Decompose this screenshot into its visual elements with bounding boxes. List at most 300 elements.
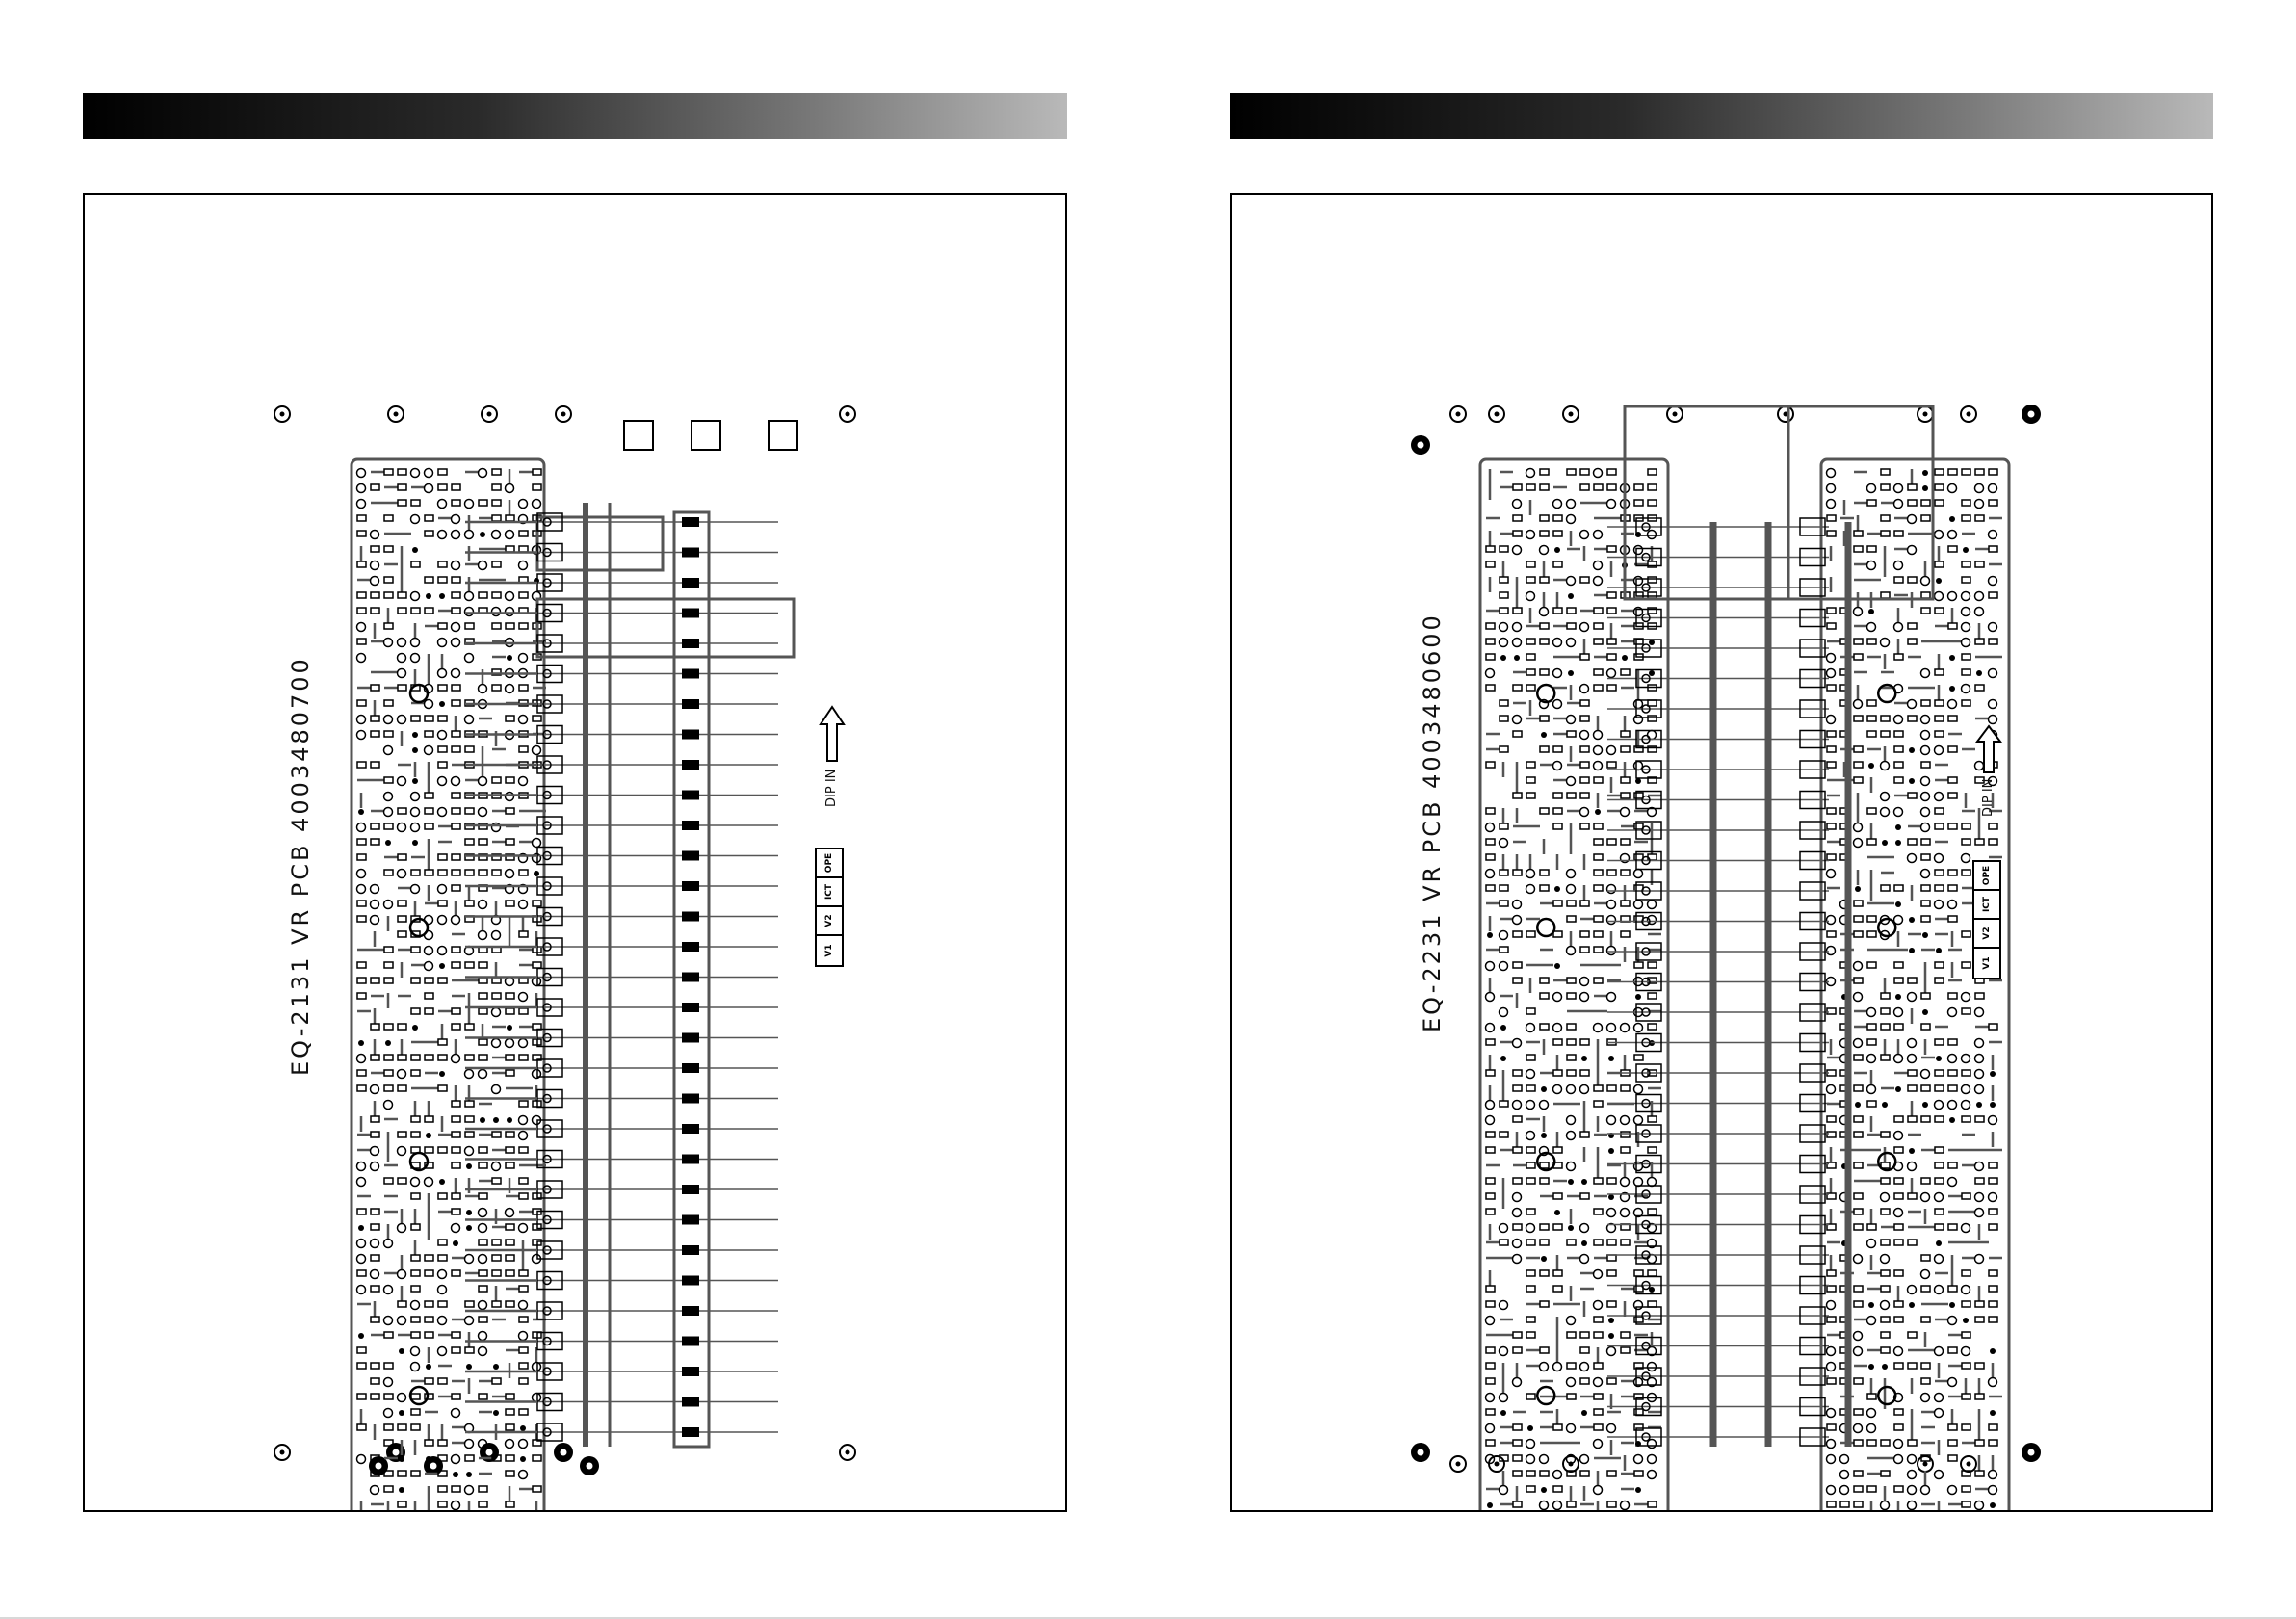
- smd-pad: [519, 1363, 528, 1369]
- smd-pad: [1962, 654, 1970, 660]
- smd-pad: [1486, 854, 1495, 860]
- smd-pad: [519, 1270, 528, 1276]
- via: [1908, 1162, 1917, 1171]
- via: [357, 1162, 366, 1171]
- smd-pad: [357, 839, 366, 845]
- smd-pad: [506, 1394, 514, 1399]
- via: [1962, 1286, 1970, 1294]
- smd-pad: [1921, 1255, 1930, 1261]
- smd-pad: [1580, 931, 1589, 937]
- smd-pad: [1594, 1240, 1603, 1245]
- smd-pad: [1553, 1039, 1562, 1045]
- smd-pad: [1486, 1178, 1495, 1184]
- via: [479, 1301, 487, 1310]
- slider-pad: [682, 881, 699, 891]
- smd-pad: [1881, 1471, 1890, 1476]
- via: [452, 515, 460, 524]
- smd-pad: [1962, 1332, 1970, 1338]
- smd-pad: [1989, 1270, 1997, 1276]
- smd-pad: [1908, 978, 1917, 983]
- smd-pad: [1921, 1116, 1930, 1122]
- smd-pad: [1500, 746, 1508, 752]
- via: [1487, 932, 1493, 938]
- via: [1921, 1070, 1930, 1079]
- via: [1567, 577, 1576, 586]
- via: [398, 1224, 406, 1233]
- smd-pad: [1648, 500, 1657, 506]
- smd-pad: [411, 870, 420, 875]
- via: [1541, 1487, 1547, 1493]
- smd-pad: [357, 608, 366, 614]
- via: [1881, 1301, 1890, 1310]
- via: [1487, 1502, 1493, 1508]
- via: [507, 655, 512, 661]
- smd-pad: [1827, 623, 1836, 629]
- via: [1854, 1255, 1863, 1264]
- smd-pad: [479, 1501, 487, 1507]
- smd-pad: [1526, 1085, 1535, 1091]
- via: [438, 1317, 447, 1325]
- smd-pad: [452, 500, 460, 506]
- smd-pad: [452, 577, 460, 583]
- smd-pad: [384, 700, 393, 706]
- via: [1500, 839, 1508, 848]
- via: [1908, 1486, 1917, 1495]
- smd-pad: [438, 1039, 447, 1045]
- smd-pad: [371, 1024, 379, 1030]
- smd-pad: [1486, 685, 1495, 691]
- via: [1921, 1394, 1930, 1402]
- slider-pad: [682, 760, 699, 770]
- smd-pad: [1513, 531, 1522, 536]
- smd-pad: [1580, 947, 1589, 953]
- via: [1909, 917, 1915, 923]
- via: [1948, 1317, 1957, 1325]
- via: [385, 840, 391, 846]
- via: [492, 1039, 501, 1048]
- smd-pad: [1989, 1178, 1997, 1184]
- via: [358, 809, 364, 815]
- via: [1854, 700, 1863, 709]
- smd-pad: [1526, 639, 1535, 644]
- smd-pad: [1580, 777, 1589, 783]
- via: [1568, 1225, 1574, 1231]
- smd-pad: [1935, 962, 1944, 968]
- via: [1895, 824, 1901, 830]
- smd-pad: [1580, 469, 1589, 475]
- via: [438, 731, 447, 740]
- via: [357, 885, 366, 894]
- smd-pad: [452, 823, 460, 829]
- mounting-hole: [587, 1463, 593, 1470]
- smd-pad: [1935, 823, 1944, 829]
- smd-pad: [1594, 639, 1603, 644]
- smd-pad: [465, 962, 474, 968]
- smd-pad: [1935, 1178, 1944, 1184]
- smd-pad: [452, 1486, 460, 1492]
- via: [371, 1270, 379, 1279]
- via: [1554, 547, 1560, 553]
- via: [1908, 854, 1917, 863]
- smd-pad: [479, 962, 487, 968]
- via: [519, 654, 528, 663]
- dip-switch-block: [1972, 860, 2001, 979]
- via: [411, 592, 420, 601]
- via: [358, 1040, 364, 1046]
- smd-pad: [1513, 1455, 1522, 1461]
- smd-pad: [1881, 885, 1890, 891]
- smd-pad: [1894, 1317, 1903, 1322]
- smd-pad: [1962, 839, 1970, 845]
- smd-pad: [1553, 515, 1562, 521]
- via: [1568, 1179, 1574, 1185]
- via: [1526, 885, 1535, 894]
- smd-pad: [398, 608, 406, 614]
- smd-pad: [1607, 1178, 1616, 1184]
- via: [1908, 1055, 1917, 1063]
- smd-pad: [1553, 1147, 1562, 1153]
- via: [492, 531, 501, 539]
- via: [1594, 1301, 1603, 1310]
- via: [1962, 993, 1970, 1002]
- slider-pad: [682, 1367, 699, 1376]
- via: [479, 901, 487, 909]
- via: [1486, 669, 1495, 678]
- smd-pad: [1854, 916, 1863, 922]
- smd-pad: [1648, 716, 1657, 721]
- via: [1894, 1440, 1903, 1449]
- via: [1990, 1348, 1996, 1354]
- smd-pad: [1553, 1224, 1562, 1230]
- smd-pad: [371, 1394, 379, 1399]
- via: [1540, 1101, 1549, 1110]
- smd-pad: [1500, 901, 1508, 906]
- via: [1486, 1116, 1495, 1125]
- smd-pad: [398, 1085, 406, 1091]
- smd-pad: [1962, 1501, 1970, 1507]
- via: [519, 1132, 528, 1140]
- smd-pad: [1567, 1240, 1576, 1245]
- smd-pad: [411, 1070, 420, 1076]
- smd-pad: [1567, 1363, 1576, 1369]
- smd-pad: [519, 685, 528, 691]
- via: [1553, 500, 1562, 509]
- smd-pad: [425, 1255, 433, 1261]
- via: [1827, 1455, 1836, 1464]
- smd-pad: [1827, 1501, 1836, 1507]
- smd-pad: [465, 746, 474, 752]
- smd-pad: [1513, 515, 1522, 521]
- smd-pad: [1935, 469, 1944, 475]
- smd-pad: [1948, 885, 1957, 891]
- via: [1526, 1224, 1535, 1233]
- smd-pad: [1580, 1070, 1589, 1076]
- smd-pad: [1500, 577, 1508, 583]
- smd-pad: [1894, 1240, 1903, 1245]
- smd-pad: [465, 1116, 474, 1122]
- smd-pad: [1500, 823, 1508, 829]
- smd-pad: [479, 1286, 487, 1292]
- smd-pad: [1621, 1347, 1630, 1353]
- smd-pad: [1854, 1162, 1863, 1168]
- smd-pad: [1594, 978, 1603, 983]
- smd-pad: [1526, 669, 1535, 675]
- via: [357, 823, 366, 832]
- smd-pad: [1989, 1424, 1997, 1430]
- slider-pad: [682, 1185, 699, 1194]
- slider-pad: [682, 639, 699, 648]
- smd-pad: [438, 623, 447, 629]
- via: [1895, 901, 1901, 907]
- smd-pad: [506, 901, 514, 906]
- mounting-hole: [1569, 412, 1574, 417]
- smd-pad: [1580, 762, 1589, 768]
- slider-pad: [682, 1033, 699, 1043]
- via: [1827, 469, 1836, 478]
- via: [1553, 669, 1562, 678]
- via: [357, 870, 366, 878]
- via: [357, 1255, 366, 1264]
- via: [1500, 1056, 1506, 1061]
- via: [1634, 577, 1643, 586]
- via: [1935, 854, 1944, 863]
- via: [1975, 484, 1984, 493]
- smd-pad: [1486, 1070, 1495, 1076]
- via: [438, 1347, 447, 1356]
- smd-pad: [1921, 1024, 1930, 1030]
- via: [1935, 746, 1944, 755]
- via: [425, 484, 433, 493]
- smd-pad: [1948, 993, 1957, 999]
- smd-pad: [506, 623, 514, 629]
- via: [1948, 700, 1957, 709]
- via: [1922, 932, 1928, 938]
- smd-pad: [1854, 1209, 1863, 1214]
- via: [479, 777, 487, 786]
- smd-pad: [1648, 993, 1657, 999]
- smd-pad: [1594, 1209, 1603, 1214]
- via: [1607, 1024, 1616, 1032]
- via: [398, 1270, 406, 1279]
- via: [465, 500, 474, 509]
- smd-pad: [1867, 1101, 1876, 1107]
- smd-pad: [357, 700, 366, 706]
- via: [425, 962, 433, 971]
- mounting-hole: [846, 1450, 850, 1455]
- smd-pad: [1948, 823, 1957, 829]
- smd-pad: [1881, 1024, 1890, 1030]
- slider-pad: [682, 609, 699, 618]
- smd-pad: [1881, 993, 1890, 999]
- smd-pad: [357, 1085, 366, 1091]
- smd-pad: [519, 1347, 528, 1353]
- smd-pad: [1894, 1486, 1903, 1492]
- via: [1580, 1363, 1589, 1371]
- smd-pad: [1594, 947, 1603, 953]
- via: [358, 1225, 364, 1231]
- via: [519, 1301, 528, 1310]
- ic-area: [1625, 406, 1788, 599]
- smd-pad: [1975, 839, 1984, 845]
- via: [371, 885, 379, 894]
- smd-pad: [411, 716, 420, 721]
- smd-pad: [1908, 500, 1917, 506]
- via: [1553, 762, 1562, 770]
- via: [1634, 1178, 1643, 1187]
- switch-cell: V1: [824, 944, 834, 957]
- via: [466, 1364, 472, 1370]
- smd-pad: [1921, 700, 1930, 706]
- via: [1634, 901, 1643, 909]
- via: [1567, 885, 1576, 894]
- via: [479, 808, 487, 817]
- smd-pad: [398, 901, 406, 906]
- smd-pad: [357, 993, 366, 999]
- smd-pad: [1935, 1209, 1944, 1214]
- via: [1949, 1302, 1955, 1308]
- smd-pad: [1500, 716, 1508, 721]
- via: [412, 778, 418, 784]
- smd-pad: [371, 1055, 379, 1060]
- smd-pad: [398, 916, 406, 922]
- via: [425, 469, 433, 478]
- via: [1868, 609, 1874, 614]
- smd-pad: [1607, 654, 1616, 660]
- via: [519, 561, 528, 570]
- smd-pad: [479, 1240, 487, 1245]
- via: [533, 1363, 541, 1371]
- via: [1908, 1501, 1917, 1510]
- via: [371, 901, 379, 909]
- smd-pad: [479, 1394, 487, 1399]
- smd-pad: [452, 1347, 460, 1353]
- via: [371, 916, 379, 925]
- via: [1895, 994, 1901, 1000]
- smd-pad: [1881, 1178, 1890, 1184]
- smd-pad: [1621, 1240, 1630, 1245]
- via: [1634, 1301, 1643, 1310]
- via: [1854, 839, 1863, 848]
- smd-pad: [465, 1132, 474, 1137]
- smd-pad: [1553, 1070, 1562, 1076]
- smd-pad: [1908, 1363, 1917, 1369]
- mounting-hole: [1456, 412, 1461, 417]
- via: [1827, 1409, 1836, 1418]
- via: [357, 1286, 366, 1294]
- smd-pad: [1648, 1501, 1657, 1507]
- pcb-layout-diagram: [1232, 195, 2211, 1510]
- via: [1567, 777, 1576, 786]
- smd-pad: [1894, 577, 1903, 583]
- slider-pad: [682, 942, 699, 952]
- via: [506, 1440, 514, 1449]
- smd-pad: [492, 1132, 501, 1137]
- smd-pad: [1921, 1178, 1930, 1184]
- via: [1513, 1209, 1522, 1217]
- via: [411, 639, 420, 647]
- smd-pad: [492, 685, 501, 691]
- smd-pad: [1513, 1424, 1522, 1430]
- smd-pad: [1948, 793, 1957, 798]
- via: [492, 1085, 501, 1094]
- smd-pad: [1526, 1270, 1535, 1276]
- smd-pad: [1935, 885, 1944, 891]
- smd-pad: [1854, 546, 1863, 552]
- mounting-hole: [2028, 411, 2035, 418]
- smd-pad: [1827, 1286, 1836, 1292]
- smd-pad: [1580, 1347, 1589, 1353]
- smd-pad: [1526, 1147, 1535, 1153]
- smd-pad: [1567, 623, 1576, 629]
- smd-pad: [357, 762, 366, 768]
- via: [1868, 1364, 1874, 1370]
- via: [439, 1071, 445, 1077]
- smd-pad: [1607, 1255, 1616, 1261]
- smd-pad: [519, 1147, 528, 1153]
- smd-pad: [492, 500, 501, 506]
- via: [1989, 484, 1997, 493]
- smd-pad: [452, 592, 460, 598]
- switch-cell: V2: [817, 907, 842, 936]
- via: [438, 1286, 447, 1294]
- smd-pad: [1948, 469, 1957, 475]
- smd-pad: [465, 623, 474, 629]
- via: [506, 1039, 514, 1048]
- via: [1894, 1055, 1903, 1063]
- via: [465, 1255, 474, 1264]
- via: [1894, 484, 1903, 493]
- mounting-hole: [280, 1450, 285, 1455]
- smd-pad: [398, 1132, 406, 1137]
- smd-pad: [1526, 793, 1535, 798]
- via: [1855, 1102, 1861, 1108]
- smd-pad: [398, 1424, 406, 1430]
- smd-pad: [1634, 1471, 1643, 1476]
- via: [1607, 669, 1616, 678]
- via: [412, 732, 418, 738]
- smd-pad: [1854, 931, 1863, 937]
- via: [1948, 531, 1957, 539]
- smd-pad: [1854, 639, 1863, 644]
- smd-pad: [1894, 1224, 1903, 1230]
- smd-pad: [1580, 484, 1589, 490]
- smd-pad: [425, 993, 433, 999]
- smd-pad: [1607, 639, 1616, 644]
- smd-pad: [452, 608, 460, 614]
- smd-pad: [1921, 1085, 1930, 1091]
- smd-pad: [492, 515, 501, 521]
- smd-pad: [411, 978, 420, 983]
- via: [1500, 1394, 1508, 1402]
- via: [506, 531, 514, 539]
- via: [493, 1410, 499, 1416]
- smd-pad: [1908, 1193, 1917, 1199]
- via: [1881, 762, 1890, 770]
- smd-pad: [506, 1409, 514, 1415]
- direction-arrow-icon: [1975, 724, 2002, 774]
- smd-pad: [1526, 1055, 1535, 1060]
- slider-pad: [682, 1337, 699, 1346]
- smd-pad: [519, 1178, 528, 1184]
- via: [1553, 993, 1562, 1002]
- smd-pad: [506, 777, 514, 783]
- mounting-hole: [561, 412, 566, 417]
- smd-pad: [1540, 1024, 1549, 1030]
- smd-pad: [1881, 1347, 1890, 1353]
- smd-pad: [1989, 1301, 1997, 1307]
- smd-pad: [1648, 1270, 1657, 1276]
- smd-pad: [1867, 808, 1876, 814]
